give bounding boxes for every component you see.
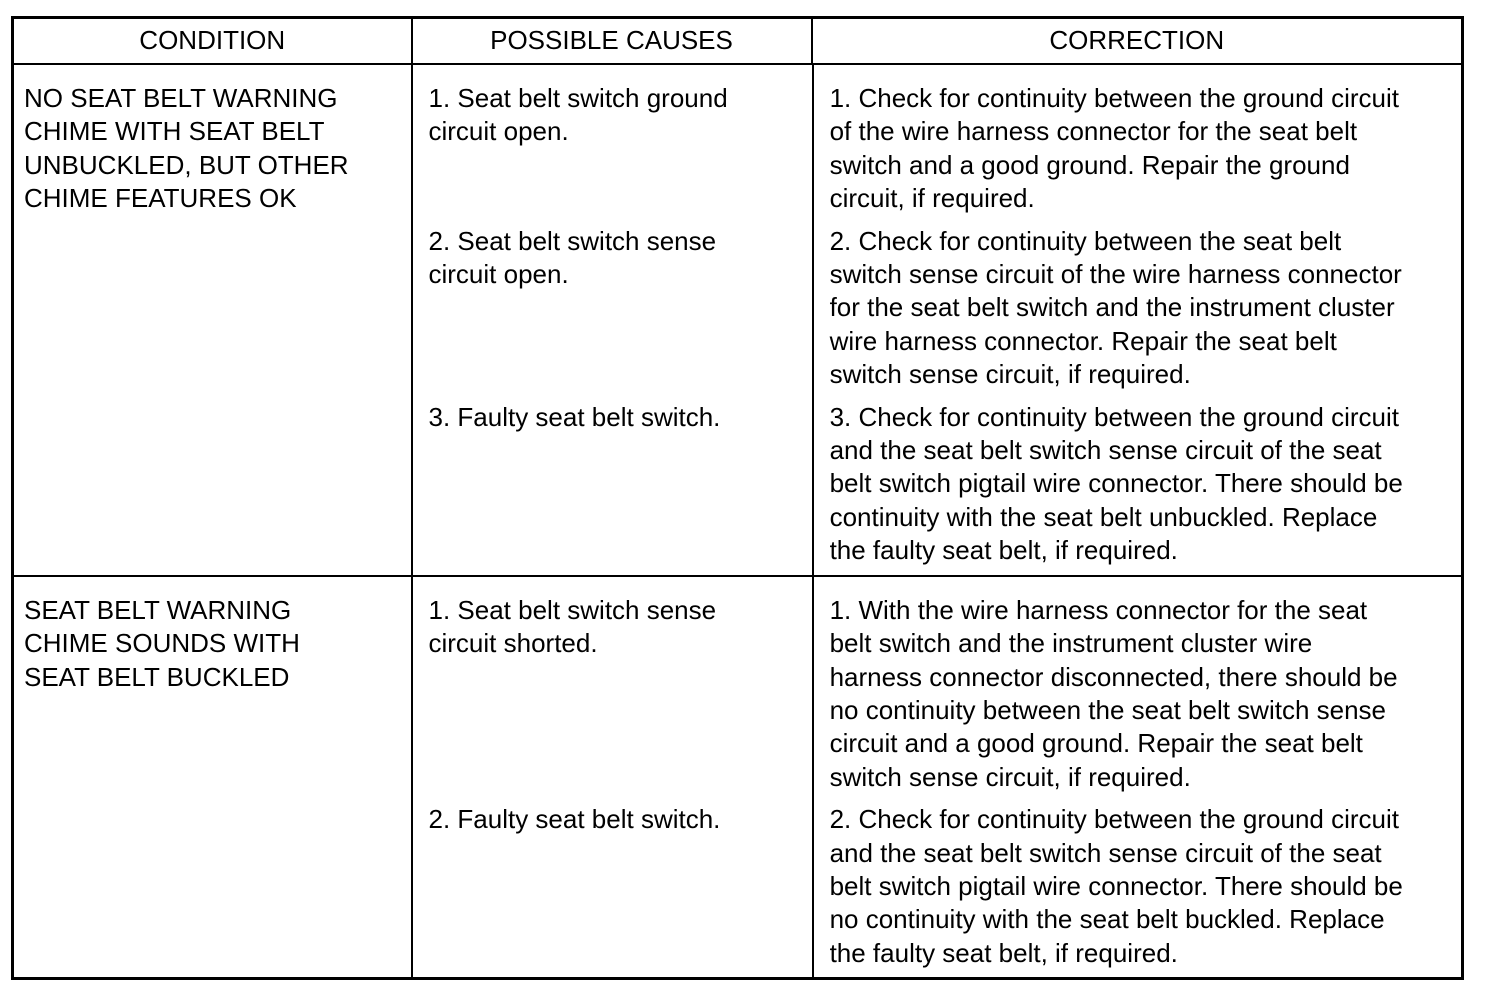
condition-text: NO SEAT BELT WARNING CHIME WITH SEAT BELT UNBUCKLED, BUT OTHER CHIME FEATURES OK — [24, 83, 349, 214]
header-correction: CORRECTION — [812, 18, 1463, 65]
header-condition: CONDITION — [13, 18, 412, 65]
correction — [812, 803, 1461, 977]
possible-cause-text: 1. Seat belt switch ground circuit open. — [428, 83, 728, 147]
cause-correction-pair — [413, 803, 1462, 977]
header-possible-causes: POSSIBLE CAUSES — [412, 18, 812, 65]
possible-cause — [413, 225, 812, 401]
table-row — [13, 64, 1463, 576]
possible-cause — [413, 577, 812, 803]
possible-cause-text: 2. Seat belt switch sense circuit open. — [428, 225, 717, 290]
header-row — [13, 18, 1463, 65]
cause-correction-pair — [413, 577, 1462, 803]
cause-correction-pair — [413, 65, 1462, 225]
cause-correction-pair — [413, 225, 1462, 401]
possible-cause-text: 1. Seat belt switch sense circuit shorted. — [428, 594, 717, 659]
cause-correction-pair — [413, 401, 1462, 575]
correction-text: 3. Check for continuity between the ground circuit and the seat belt switch sense circuit of the seat belt switch pigtail wire connector. There should be continuity with the seat belt unbuckled. Replace the faulty seat belt, if required. — [829, 401, 1403, 566]
possible-cause — [413, 401, 812, 575]
correction — [812, 225, 1461, 401]
correction-text: 1. Check for continuity between the ground circuit of the wire harness connector for the seat belt switch and a good ground. Repair the ground circuit, if required. — [829, 83, 1399, 214]
correction — [812, 401, 1461, 575]
possible-cause-text: 3. Faulty seat belt switch. — [428, 401, 721, 432]
causes-corrections-cell — [412, 576, 1463, 979]
correction-text: 2. Check for continuity between the seat belt switch sense circuit of the wire harness connector for the seat belt switch and the instrument cluster wire harness connector. Repair the seat belt switch sense circuit, if required. — [829, 225, 1402, 390]
diagnosis-table — [11, 16, 1464, 980]
condition-cell — [13, 576, 412, 979]
causes-corrections-cell — [412, 64, 1463, 576]
possible-cause — [413, 65, 812, 225]
condition-text: SEAT BELT WARNING CHIME SOUNDS WITH SEAT BELT BUCKLED — [24, 594, 300, 692]
correction-text: 2. Check for continuity between the ground circuit and the seat belt switch sense circuit of the seat belt switch pigtail wire connector. There should be no continuity with the seat belt buckled. Replace the faulty seat belt, if required. — [829, 804, 1403, 968]
correction-text: 1. With the wire harness connector for the seat belt switch and the instrument cluster wire harness connector disconnected, there should be no continuity between the seat belt switch sense circuit and a good ground. Repair the seat belt switch sense circuit, if required. — [829, 594, 1398, 792]
correction — [812, 65, 1461, 225]
correction — [812, 577, 1461, 803]
table-row — [13, 576, 1463, 979]
possible-cause-text: 2. Faulty seat belt switch. — [428, 804, 721, 835]
possible-cause — [413, 803, 812, 977]
condition-cell — [13, 64, 412, 576]
